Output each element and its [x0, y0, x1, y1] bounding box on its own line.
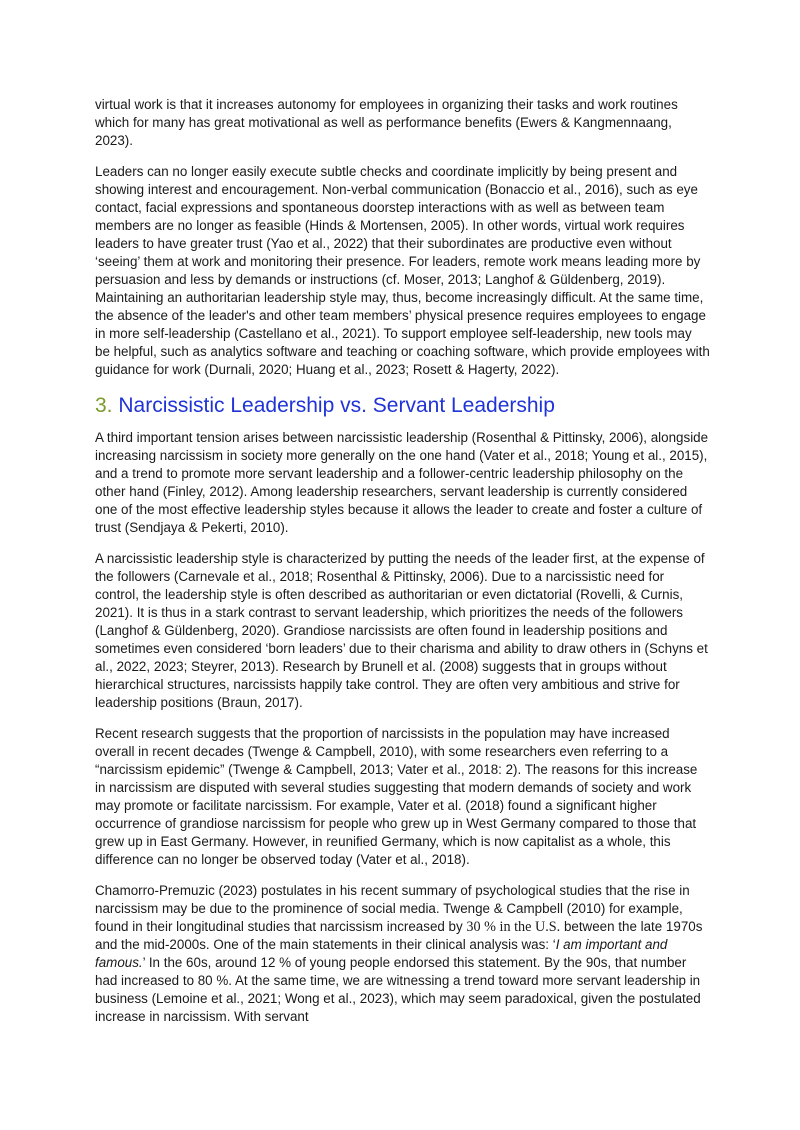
text-run: ’ In the 60s, around 12 % of young people endorsed this statement. By the 90s, that number had increased to 80 %. At the same time, we are witnessing a trend toward more servant leadership in business (Lemoine et al., 2021; Wong et al., 2023), which may seem paradoxical, given the postulated increase in narcissism. With servant	[95, 955, 701, 1024]
serif-text-run: 30 % in the U.S.	[466, 919, 561, 935]
paragraph-third-tension: A third important tension arises between narcissistic leadership (Rosenthal & Pittinsky, 2006), alongside increasing narcissism in society more generally on the one hand (Vater et al., 2018; Young et al., 2015), and a trend to promote more servant leadership and a follower-centric leadership philosophy on the other hand (Finley, 2012). Among leadership researchers, servant leadership is currently considered one of the most effective leadership styles because it allows the leader to create and foster a culture of trust (Sendjaya & Pekerti, 2010).	[95, 430, 709, 535]
paragraph-chamorro-premuzic	[95, 882, 710, 1026]
text-run: between the late 1970s and the mid-2000s. One of the main statements in their clinical analysis was: ‘	[95, 919, 703, 952]
italic-quote: I am important and famous.	[95, 937, 668, 970]
page-content	[95, 96, 710, 1039]
section-title: Narcissistic Leadership vs. Servant Leadership	[118, 394, 555, 417]
text-run: Chamorro-Premuzic (2023) postulates in his recent summary of psychological studies that the rise in narcissism may be due to the prominence of social media. Twenge & Campbell (2010) for example, found in their longitudinal studies that narcissism increased by	[95, 883, 690, 934]
section-number: 3.	[95, 394, 113, 417]
section-heading	[95, 392, 710, 419]
paragraph-leaders-remote-work: Leaders can no longer easily execute subtle checks and coordinate implicitly by being present and showing interest and encouragement. Non-verbal communication (Bonaccio et al., 2016), such as eye contact, facial expressions and spontaneous doorstep interactions with as well as between team members are no longer as feasible (Hinds & Mortensen, 2005). In other words, virtual work requires leaders to have greater trust (Yao et al., 2022) that their subordinates are productive even without ‘seeing’ them at work and monitoring their presence. For leaders, remote work means leading more by persuasion and less by demands or instructions (cf. Moser, 2013; Langhof & Güldenberg, 2019). Maintaining an authoritarian leadership style may, thus, become increasingly difficult. At the same time, the absence of the leader's and other team members’ physical presence requires employees to engage in more self-leadership (Castellano et al., 2021). To support employee self-leadership, new tools may be helpful, such as analytics software and teaching or coaching software, which provide employees with guidance for work (Durnali, 2020; Huang et al., 2023; Rosett & Hagerty, 2022).	[95, 164, 710, 377]
paragraph-virtual-work-autonomy: virtual work is that it increases autonomy for employees in organizing their tasks and work routines which for many has great motivational as well as performance benefits (Ewers & Kangmennaang, 2023).	[95, 97, 678, 148]
paragraph-recent-research: Recent research suggests that the proportion of narcissists in the population may have increased overall in recent decades (Twenge & Campbell, 2010), with some researchers even referring to a “narcissism epidemic” (Twenge & Campbell, 2013; Vater et al., 2018: 2). The reasons for this increase in narcissism are disputed with several studies suggesting that modern demands of society and work may promote or facilitate narcissism. For example, Vater et al. (2018) found a significant higher occurrence of grandiose narcissism for people who grew up in West Germany compared to those that grew up in East Germany. However, in reunified Germany, which is now capitalist as a whole, this difference can no longer be observed today (Vater et al., 2018).	[95, 726, 698, 867]
paragraph-narcissistic-style: A narcissistic leadership style is characterized by putting the needs of the leader first, at the expense of the followers (Carnevale et al., 2018; Rosenthal & Pittinsky, 2006). Due to a narcissistic need for control, the leadership style is often described as authoritarian or even dictatorial (Rovelli, & Curnis, 2021). It is thus in a stark contrast to servant leadership, which prioritizes the needs of the followers (Langhof & Güldenberg, 2020). Grandiose narcissists are often found in leadership positions and sometimes even considered ‘born leaders’ due to their charisma and ability to draw others in (Schyns et al., 2022, 2023; Steyrer, 2013). Research by Brunell et al. (2008) suggests that in groups without hierarchical structures, narcissists happily take control. They are often very ambitious and strive for leadership positions (Braun, 2017).	[95, 551, 708, 710]
